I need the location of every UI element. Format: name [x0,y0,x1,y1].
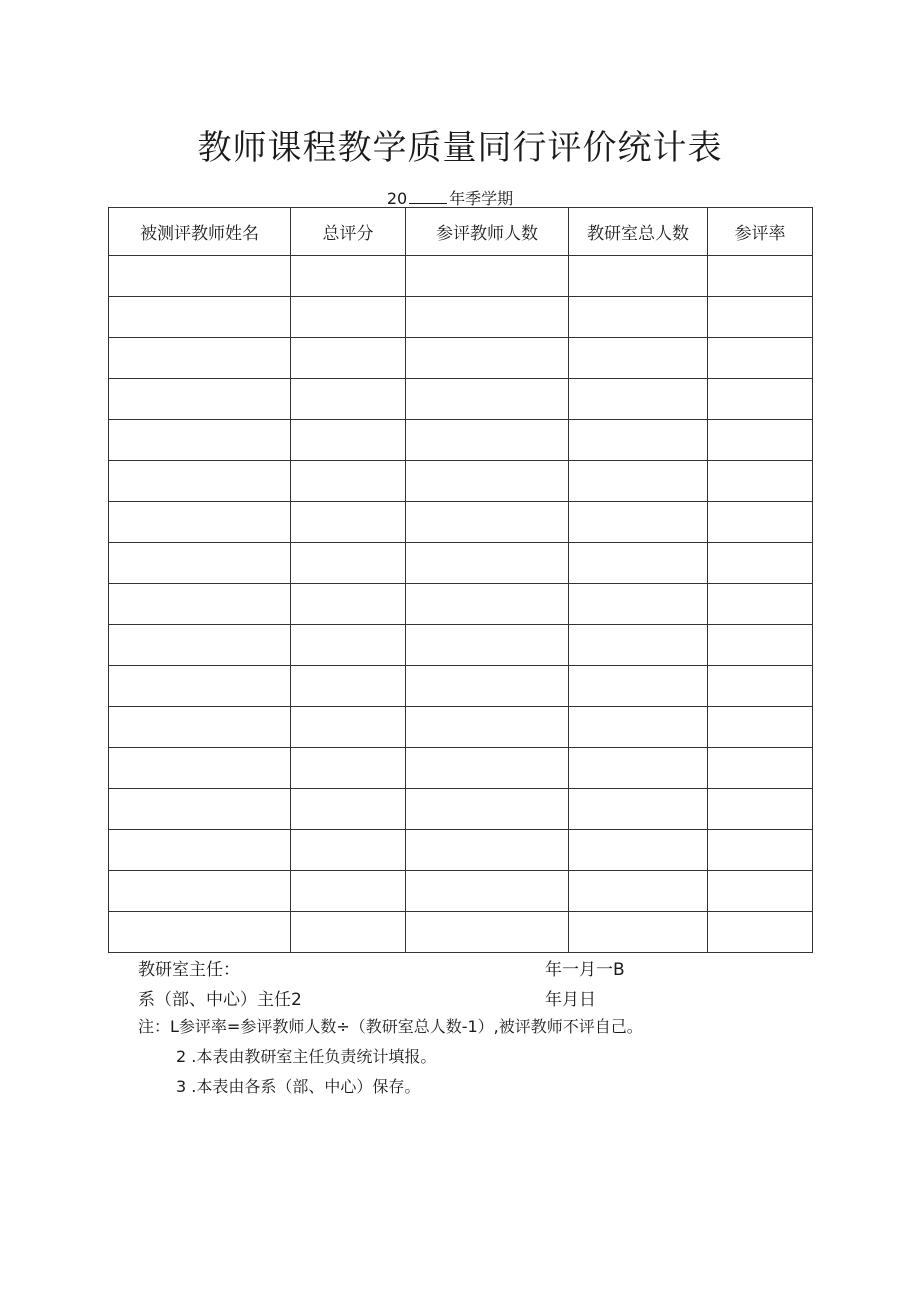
table-cell[interactable] [109,379,291,420]
table-row [109,789,813,830]
table-cell[interactable] [708,912,813,953]
table-row [109,420,813,461]
table-cell[interactable] [708,502,813,543]
department-label: 系（部、中心）主任2 [138,990,302,1010]
table-cell[interactable] [291,584,406,625]
table-cell[interactable] [406,707,569,748]
table-cell[interactable] [291,338,406,379]
table-cell[interactable] [291,707,406,748]
table-cell[interactable] [406,461,569,502]
table-cell[interactable] [569,379,708,420]
note-3: 3 .本表由各系（部、中心）保存。 [176,1077,421,1096]
director-label: 教研室主任： [138,960,240,980]
table-cell[interactable] [109,420,291,461]
table-cell[interactable] [569,707,708,748]
table-cell[interactable] [708,461,813,502]
table-cell[interactable] [569,256,708,297]
table-cell[interactable] [569,789,708,830]
table-cell[interactable] [291,789,406,830]
table-cell[interactable] [708,830,813,871]
table-cell[interactable] [291,256,406,297]
table-row [109,297,813,338]
department-signature-row [138,985,698,1015]
table-cell[interactable] [291,420,406,461]
table-cell[interactable] [291,461,406,502]
table-cell[interactable] [708,297,813,338]
table-row [109,543,813,584]
table-cell[interactable] [708,338,813,379]
document-title: 教师课程教学质量同行评价统计表 [197,128,723,168]
table-cell[interactable] [708,666,813,707]
table-row [109,379,813,420]
year-blank [409,189,447,204]
table-cell[interactable] [109,584,291,625]
table-row [109,625,813,666]
table-cell[interactable] [708,625,813,666]
table-cell[interactable] [406,789,569,830]
table-cell[interactable] [708,789,813,830]
department-date: 年月日 [545,990,596,1010]
table-cell[interactable] [569,666,708,707]
table-cell[interactable] [569,502,708,543]
table-cell[interactable] [569,543,708,584]
semester-prefix: 20 [386,189,408,208]
table-cell[interactable] [569,297,708,338]
table-cell[interactable] [291,830,406,871]
table-cell[interactable] [291,625,406,666]
table-header-row [109,208,813,256]
table-cell[interactable] [406,584,569,625]
note-1: 注：L参评率=参评教师人数÷（教研室总人数-1）,被评教师不评自己。 [138,1017,643,1036]
header-office-total: 教研室总人数 [569,208,708,256]
table-cell[interactable] [109,871,291,912]
table-cell[interactable] [109,830,291,871]
table-cell[interactable] [406,338,569,379]
table-cell[interactable] [109,543,291,584]
table-row [109,871,813,912]
evaluation-stats-table [108,207,813,953]
table-cell[interactable] [109,748,291,789]
table-cell[interactable] [708,707,813,748]
table-cell[interactable] [569,420,708,461]
table-cell[interactable] [291,912,406,953]
table-cell[interactable] [708,871,813,912]
table-cell[interactable] [406,256,569,297]
semester-suffix: 年季学期 [449,189,514,208]
table-cell[interactable] [109,789,291,830]
table-cell[interactable] [109,256,291,297]
table-row [109,912,813,953]
director-date: 年一月一B [545,960,625,980]
table-row [109,502,813,543]
table-cell[interactable] [291,502,406,543]
table-cell[interactable] [406,871,569,912]
table-body [109,256,813,953]
table-cell[interactable] [708,748,813,789]
table-cell[interactable] [708,256,813,297]
director-signature-row [138,955,698,985]
table-cell[interactable] [109,502,291,543]
table-cell[interactable] [109,625,291,666]
table-row [109,461,813,502]
table-cell[interactable] [569,338,708,379]
table-row [109,584,813,625]
header-total-score: 总评分 [291,208,406,256]
table-cell[interactable] [406,666,569,707]
table-row [109,830,813,871]
table-cell[interactable] [291,748,406,789]
note-2: 2 .本表由教研室主任负责统计填报。 [176,1047,437,1066]
table-cell[interactable] [569,871,708,912]
table-cell[interactable] [406,379,569,420]
table-cell[interactable] [291,297,406,338]
table-cell[interactable] [406,543,569,584]
table-cell[interactable] [406,502,569,543]
header-teacher-name: 被测评教师姓名 [109,208,291,256]
table-cell[interactable] [109,297,291,338]
table-cell[interactable] [708,543,813,584]
header-participation-rate: 参评率 [708,208,813,256]
table-cell[interactable] [406,297,569,338]
table-cell[interactable] [109,461,291,502]
table-cell[interactable] [406,912,569,953]
table-cell[interactable] [569,748,708,789]
table-cell[interactable] [708,584,813,625]
header-participants: 参评教师人数 [406,208,569,256]
table-row [109,338,813,379]
table-row [109,748,813,789]
table-cell[interactable] [109,666,291,707]
notes-block [138,1012,643,1102]
table-row [109,707,813,748]
table-cell[interactable] [708,379,813,420]
table-cell[interactable] [569,830,708,871]
table-cell[interactable] [569,461,708,502]
signature-block [138,955,698,1015]
table-cell[interactable] [291,871,406,912]
table-cell[interactable] [406,748,569,789]
table-cell[interactable] [291,379,406,420]
table-cell[interactable] [109,338,291,379]
semester-line [0,186,900,209]
table-cell[interactable] [406,830,569,871]
table-cell[interactable] [109,707,291,748]
table-cell[interactable] [708,420,813,461]
table-cell[interactable] [569,912,708,953]
table-cell[interactable] [406,625,569,666]
table-row [109,256,813,297]
table-cell[interactable] [569,625,708,666]
table-cell[interactable] [291,543,406,584]
table-cell[interactable] [109,912,291,953]
table-row [109,666,813,707]
table-cell[interactable] [569,584,708,625]
table-cell[interactable] [406,420,569,461]
table-cell[interactable] [291,666,406,707]
